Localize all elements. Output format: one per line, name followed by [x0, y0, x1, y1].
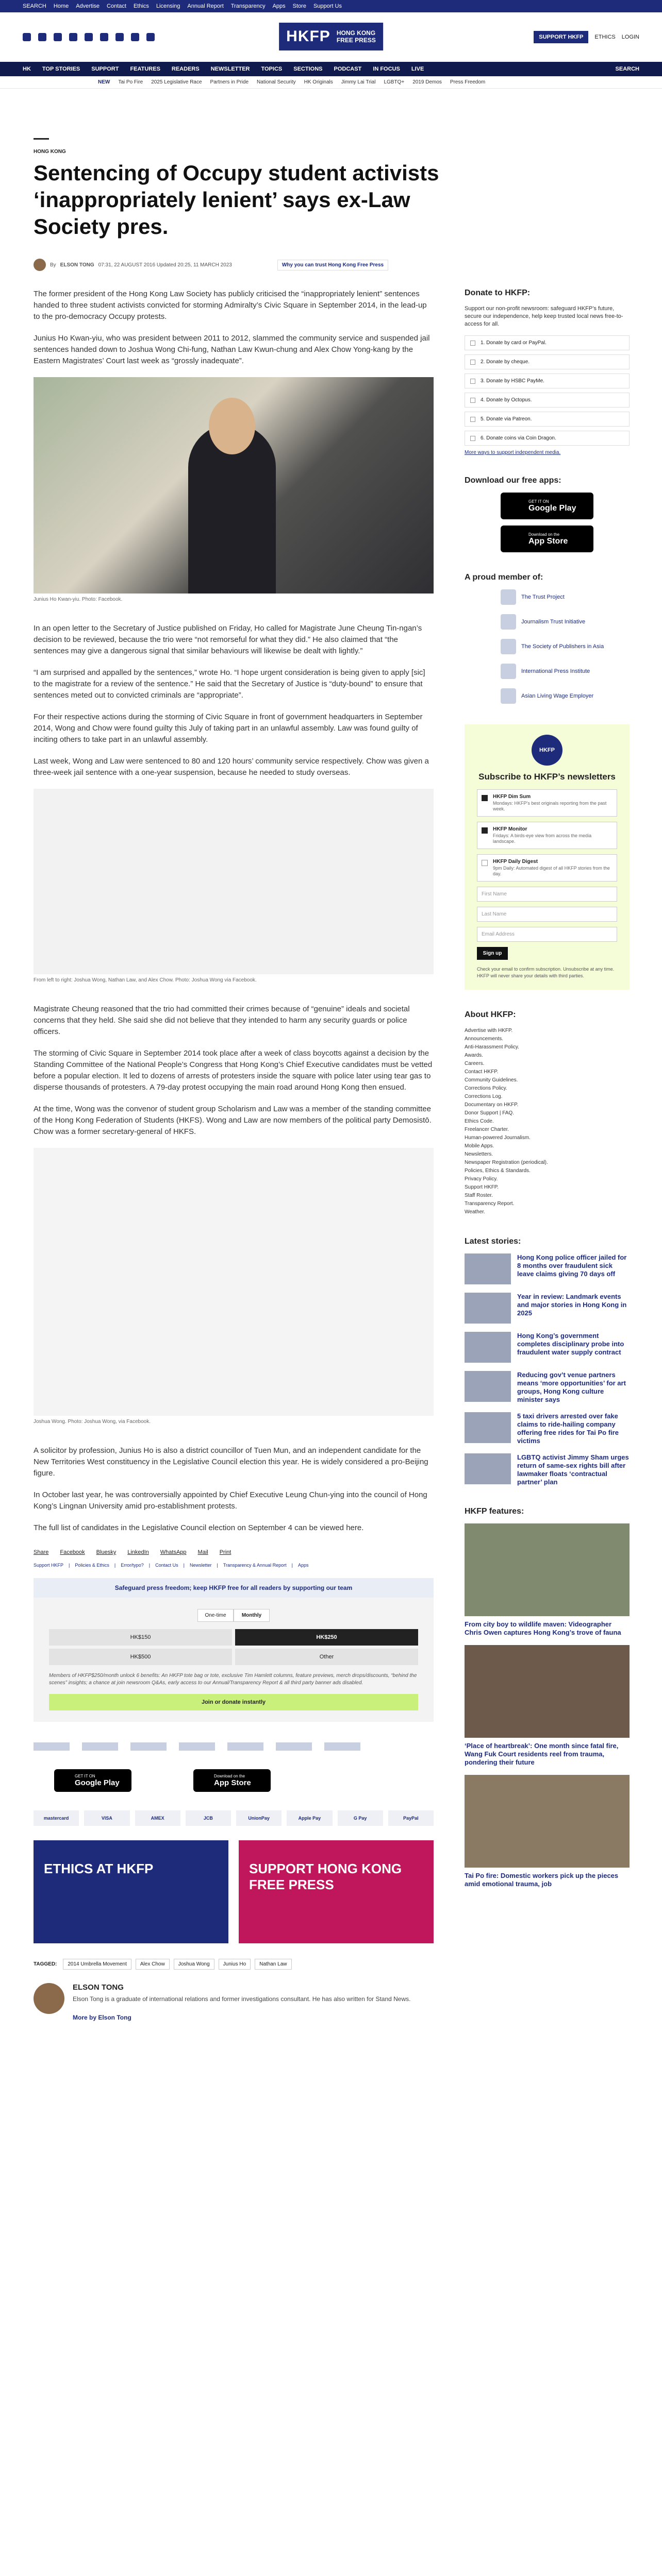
payment-icon: VISA: [84, 1810, 129, 1826]
member-badges-row: [34, 1742, 434, 1751]
caption: From left to right: Joshua Wong, Nathan Law, and Alex Chow. Photo: Joshua Wong via Facebook.: [34, 977, 257, 983]
member-benefits-note: Members of HKFP$250/month unlock 6 benefits: An HKFP tote bag or tote, exclusive Tim Hamlett columns, feature previews, merch drops/discounts, “behind the scenes” insights; a chance at join newsroom Q&As, early access to our Annual/Transparency Report & all third party banner ads disabled.: [49, 1673, 417, 1686]
about-link[interactable]: Newspaper Registration (periodical).: [465, 1160, 548, 1165]
author-box: [34, 1983, 434, 2032]
member-panel: [465, 573, 630, 704]
amount-option[interactable]: HK$500: [49, 1649, 232, 1665]
site-logo[interactable]: [279, 23, 383, 50]
mini-link[interactable]: Support HKFP: [34, 1563, 64, 1568]
paragraph: The storming of Civic Square in September 2014 took place after a week of class boycotts against a decision by the Standing Committee of the National People’s Congress that Hong Kong’s Chief Executive candidates must be vetted before a popular election. It led to dozens of arrests of protesters inside the square with police later using tear gas to disperse thousands of protesters. A 79-day protest occupying the main road around Hong Kong then ensued.: [34, 1049, 433, 1092]
promo-row: [34, 1840, 434, 1943]
feature-item[interactable]: [465, 1645, 630, 1767]
nav-search[interactable]: SEARCH: [615, 66, 639, 72]
feature-image: [465, 1645, 630, 1738]
sidebar-heading: Download our free apps:: [465, 476, 561, 485]
subnav-item[interactable]: National Security: [257, 79, 296, 85]
subnav-item[interactable]: Jimmy Lai Trial: [341, 79, 376, 85]
payment-icon: AMEX: [135, 1810, 180, 1826]
utility-link[interactable]: Home: [53, 3, 69, 9]
newsletter-option[interactable]: HKFP Daily Digest 9pm Daily: Automated digest of all HKFP stories from the day.: [477, 854, 617, 882]
share-linkedin[interactable]: LinkedIn: [127, 1549, 149, 1555]
author-more-link[interactable]: More by Elson Tong: [73, 2014, 131, 2021]
feature-image: [465, 1775, 630, 1868]
article-title: Sentencing of Occupy student activists ‘inappropriately lenient’ says ex-Law Society pres.: [34, 161, 439, 239]
support-button[interactable]: SUPPORT HKFP: [534, 31, 588, 43]
nav-item[interactable]: TOP STORIES: [42, 66, 80, 72]
newsletter-option[interactable]: HKFP Dim Sum Mondays: HKFP’s best originals reporting from the past week.: [477, 789, 617, 817]
about-link[interactable]: Community Guidelines.: [465, 1077, 518, 1083]
story-item[interactable]: [465, 1332, 630, 1363]
tag[interactable]: 2014 Umbrella Movement: [63, 1959, 131, 1970]
app-store-button[interactable]: Download on the App Store: [193, 1769, 271, 1792]
nav-item[interactable]: LIVE: [411, 66, 424, 72]
figure-trio: [34, 789, 434, 983]
share-print[interactable]: Print: [219, 1549, 231, 1555]
subnav-item[interactable]: Press Freedom: [450, 79, 486, 85]
figure-joshua-wong: [34, 1148, 434, 1425]
badge-logo: [34, 1742, 70, 1751]
utility-link[interactable]: Store: [292, 3, 306, 9]
google-play-button[interactable]: GET IT ON Google Play: [54, 1769, 131, 1792]
social-icons: [23, 33, 155, 41]
join-donate-button[interactable]: Join or donate instantly: [49, 1694, 418, 1710]
nav-item[interactable]: READERS: [171, 66, 200, 72]
newsletter-panel: [465, 724, 630, 990]
donate-option[interactable]: 4. Donate by Octopus.: [465, 393, 630, 408]
story-item[interactable]: [465, 1453, 630, 1486]
payment-icon: JCB: [186, 1810, 231, 1826]
story-thumbnail: [465, 1293, 511, 1324]
about-link[interactable]: Transparency Report.: [465, 1201, 515, 1207]
about-link[interactable]: Human-powered Journalism.: [465, 1135, 531, 1141]
payment-icon: UnionPay: [236, 1810, 282, 1826]
amount-options: [49, 1629, 418, 1665]
feature-headline[interactable]: Tai Po fire: Domestic workers pick up the pieces amid emotional trauma, job: [465, 1872, 619, 1888]
paragraph: In October last year, he was controversially appointed by Chief Executive Leung Chun-ying into the council of Hong Kong’s Lingnan University amid pro-establishment protests.: [34, 1490, 427, 1511]
author-avatar: [34, 259, 46, 271]
about-link[interactable]: Privacy Policy.: [465, 1176, 498, 1182]
promo-ethics[interactable]: ETHICS AT HKFP: [34, 1840, 228, 1943]
about-link[interactable]: Newsletters.: [465, 1151, 493, 1157]
nav-item[interactable]: TOPICS: [261, 66, 283, 72]
donate-option[interactable]: 5. Donate via Patreon.: [465, 412, 630, 427]
author-box-name[interactable]: ELSON TONG: [73, 1983, 124, 1992]
sidebar-heading: HKFP features:: [465, 1507, 524, 1516]
paragraph: “I am surprised and appalled by the sentences,” wrote Ho. “I hope urgent consideration is being given to apply [sic] to the magistrate for a review of the sentence.” He said that the Secretary of Justice is “duty-bound” to ensure that sentences meted out to convicted criminals are “appropriate”.: [34, 668, 425, 700]
sidebar-heading: A proud member of:: [465, 573, 543, 582]
app-download-row: [34, 1769, 434, 1792]
figure-junius-ho: [34, 377, 434, 602]
paragraph: In an open letter to the Secretary of Justice published on Friday, Ho called for Magistrate June Cheung Tin-ngan’s decision to be reviewed, because the trio were “not remorseful for what they did.” He also claimed that “the sentences may give a dangerous signal that similar behaviours will likewise be dealt with lightly.”: [34, 624, 422, 655]
story-headline[interactable]: Year in review: Landmark events and major stories in Hong Kong in 2025: [517, 1293, 627, 1317]
paragraph: At the time, Wong was the convenor of student group Scholarism and Law was a member of the standing committee of the Hong Kong Federation of Students (HKFS). Wong and Law are now members of the political party Demosistō. Chow was a former secretary-general of HKFS.: [34, 1105, 432, 1136]
about-link[interactable]: Corrections Log.: [465, 1094, 503, 1099]
kicker-divider: [34, 138, 49, 140]
about-link[interactable]: Ethics Code.: [465, 1118, 494, 1124]
amount-option-selected[interactable]: HK$250: [235, 1629, 418, 1646]
app-store-button[interactable]: Download on the App Store: [501, 526, 593, 552]
story-thumbnail: [465, 1412, 511, 1443]
latest-stories-panel: [465, 1237, 630, 1486]
about-link[interactable]: Freelancer Charter.: [465, 1127, 509, 1132]
tag[interactable]: Alex Chow: [136, 1959, 170, 1970]
utility-search[interactable]: SEARCH: [23, 3, 46, 9]
mini-link[interactable]: Transparency & Annual Report: [223, 1563, 287, 1568]
newsletter-note: Check your email to confirm subscription. Unsubscribe at any time. HKFP will never share your details with third parties.: [477, 967, 615, 978]
paragraph: The full list of candidates in the Legislative Council election on September 4 can be viewed here.: [34, 1523, 364, 1532]
about-link[interactable]: Staff Roster.: [465, 1193, 493, 1198]
paragraph: Junius Ho Kwan-yiu, who was president between 2011 to 2012, slammed the community service and suspended jail sentences handed down to Joshua Wong Chi-fung, Nathan Law Kwun-chung and Alex Chow Yong-kang by the Eastern Magistrates’ Court last week as “grossly inadequate”.: [34, 334, 430, 365]
article-header: [0, 138, 662, 271]
badge-logo: [130, 1742, 167, 1751]
mini-link[interactable]: Contact Us: [155, 1563, 178, 1568]
subnav-item[interactable]: LGBTQ+: [384, 79, 405, 85]
story-thumbnail: [465, 1332, 511, 1363]
payment-icon: PayPal: [388, 1810, 434, 1826]
nav-item[interactable]: SUPPORT: [91, 66, 119, 72]
share-facebook[interactable]: Facebook: [60, 1549, 85, 1555]
story-headline[interactable]: Reducing gov’t venue partners means ‘more opportunities’ for art groups, Hong Kong culture minister says: [517, 1371, 626, 1403]
member-org[interactable]: The Trust Project: [465, 589, 630, 605]
feature-headline[interactable]: ‘Place of heartbreak’: One month since fatal fire, Wang Fuk Court residents reel from trauma, pondering their future: [465, 1742, 619, 1766]
payment-icon: Apple Pay: [287, 1810, 332, 1826]
toggle-monthly[interactable]: Monthly: [234, 1609, 270, 1622]
amount-option[interactable]: Other: [235, 1649, 418, 1665]
about-link[interactable]: Careers.: [465, 1061, 485, 1066]
about-link[interactable]: Mobile Apps.: [465, 1143, 494, 1149]
author-name[interactable]: ELSON TONG: [60, 262, 94, 268]
story-thumbnail: [465, 1371, 511, 1402]
share-bluesky[interactable]: Bluesky: [96, 1549, 117, 1555]
payment-icon: G Pay: [338, 1810, 383, 1826]
apps-panel: [465, 476, 630, 552]
safeguard-banner: Safeguard press freedom; keep HKFP free for all readers by supporting our team: [34, 1578, 434, 1598]
subnav-item[interactable]: HK Originals: [304, 79, 333, 85]
story-item[interactable]: [465, 1412, 630, 1445]
newsletter-title: Subscribe to HKFP’s newsletters: [478, 772, 616, 782]
utility-link[interactable]: Apps: [272, 3, 286, 9]
nav-item[interactable]: NEWSLETTER: [210, 66, 250, 72]
whatsapp-icon[interactable]: [131, 33, 139, 41]
member-org[interactable]: International Press Institute: [465, 664, 630, 679]
photo-joshua-wong: [34, 1148, 434, 1416]
email-input[interactable]: Email Address: [477, 927, 617, 942]
utility-link[interactable]: Support Us: [313, 3, 342, 9]
byline: [34, 259, 628, 271]
toggle-one-time[interactable]: One-time: [197, 1609, 234, 1622]
sidebar-heading: About HKFP:: [465, 1010, 516, 1019]
about-link[interactable]: Anti-Harassment Policy.: [465, 1044, 519, 1050]
badge-logo: [179, 1742, 215, 1751]
about-link[interactable]: Awards.: [465, 1053, 483, 1058]
tag[interactable]: Nathan Law: [255, 1959, 291, 1970]
mini-link[interactable]: Apps: [297, 1563, 309, 1568]
donate-widget: [34, 1598, 434, 1722]
about-link[interactable]: Policies, Ethics & Standards.: [465, 1168, 531, 1174]
feature-item[interactable]: [465, 1775, 630, 1888]
subnav-item[interactable]: 2019 Demos: [412, 79, 442, 85]
story-thumbnail: [465, 1453, 511, 1484]
donate-intro: Support our non-profit newsroom: safeguard HKFP’s future, secure our independence, help keep trusted local news free-to-access for all.: [465, 306, 623, 327]
payment-icon: mastercard: [34, 1810, 79, 1826]
newsletter-option[interactable]: HKFP Monitor Fridays: A birds-eye view from across the media landscape.: [477, 822, 617, 849]
mail-icon[interactable]: [115, 33, 124, 41]
tags-row: [34, 1959, 434, 1970]
feature-headline[interactable]: From city boy to wildlife maven: Videographer Chris Owen captures Hong Kong’s trove of fauna: [465, 1620, 621, 1636]
caption: Joshua Wong. Photo: Joshua Wong, via Facebook.: [34, 1419, 151, 1425]
subnav-item[interactable]: Tai Po Fire: [118, 79, 143, 85]
mini-link[interactable]: Newsletter: [190, 1563, 212, 1568]
story-thumbnail: [465, 1253, 511, 1284]
utility-link[interactable]: Advertise: [76, 3, 100, 9]
sidebar-heading: Latest stories:: [465, 1237, 521, 1246]
tag[interactable]: Junius Ho: [219, 1959, 251, 1970]
paragraph: A solicitor by profession, Junius Ho is also a district councillor of Tuen Mun, and an independent candidate for the New Territories West constituency in the Legislative Council election this year. He is widely considered a pro-Beijing figure.: [34, 1446, 428, 1478]
last-name-input[interactable]: Last Name: [477, 907, 617, 922]
about-link[interactable]: Corrections Policy.: [465, 1086, 507, 1091]
subnav-item[interactable]: Partners in Pride: [210, 79, 249, 85]
donate-option[interactable]: 2. Donate by cheque.: [465, 354, 630, 369]
donate-option[interactable]: 1. Donate by card or PayPal.: [465, 335, 630, 350]
story-headline[interactable]: Hong Kong police officer jailed for 8 months over fraudulent sick leave claims giving 70 days off: [517, 1253, 627, 1278]
story-item[interactable]: [465, 1371, 630, 1404]
share-bar: [34, 1549, 434, 1555]
promo-support[interactable]: SUPPORT HONG KONG FREE PRESS: [239, 1840, 434, 1943]
sidebar-heading: Donate to HKFP:: [465, 289, 531, 297]
nav-item[interactable]: IN FOCUS: [373, 66, 400, 72]
author-avatar: [34, 1983, 64, 2014]
new-badge: NEW: [98, 79, 110, 85]
story-item[interactable]: [465, 1293, 630, 1324]
hkfp-logo-badge: HKFP: [532, 735, 562, 766]
first-name-input[interactable]: First Name: [477, 887, 617, 902]
article-category[interactable]: HONG KONG: [34, 149, 66, 155]
bluesky-icon[interactable]: [38, 33, 46, 41]
instagram-icon[interactable]: [54, 33, 62, 41]
payment-methods: [34, 1810, 434, 1826]
utility-link[interactable]: Licensing: [156, 3, 180, 9]
badge-logo: [82, 1742, 118, 1751]
google-play-button[interactable]: GET IT ON Google Play: [501, 493, 593, 519]
about-list: [465, 1027, 630, 1216]
photo-subject-face: [209, 398, 255, 454]
paragraph: For their respective actions during the storming of Civic Square in front of government headquarters in September 2014, Wong and Chow were found guilty this July of taking part in an unlawful assembly. Law was found guilty of inciting others to take part in an unlawful assembly.: [34, 713, 423, 744]
share-label[interactable]: Share: [34, 1549, 49, 1555]
tags-label: TAGGED:: [34, 1961, 57, 1967]
ethics-link[interactable]: ETHICS: [594, 34, 616, 40]
about-link[interactable]: Donor Support | FAQ.: [465, 1110, 514, 1116]
features-panel: [465, 1507, 630, 1888]
utility-bar: [0, 0, 662, 12]
utility-link[interactable]: Ethics: [133, 3, 149, 9]
nav-item[interactable]: PODCAST: [334, 66, 362, 72]
more-ways-link[interactable]: More ways to support independent media.: [465, 450, 561, 455]
photo-junius-ho: [34, 377, 434, 594]
article-body: [34, 289, 434, 2032]
subnav-item[interactable]: 2025 Legislative Race: [151, 79, 202, 85]
story-headline[interactable]: LGBTQ activist Jimmy Sham urges return of same-sex rights bill after lawmaker floats ‘contractual partner’ plan: [517, 1453, 629, 1486]
footer-mini-links: Support HKFP | Policies & Ethics | Error/typo? | Contact Us | Newsletter | Transparency & Annual Report | Apps: [34, 1563, 309, 1568]
donate-option[interactable]: 6. Donate coins via Coin Dragon.: [465, 431, 630, 446]
site-header: [0, 12, 662, 62]
article-dates: 07:31, 22 AUGUST 2016 Updated 20:25, 11 MARCH 2023: [98, 262, 232, 268]
main-nav: [0, 62, 662, 76]
logo-text: HKFP: [286, 28, 330, 45]
member-org[interactable]: Journalism Trust Initiative: [465, 614, 630, 630]
caption: Junius Ho Kwan-yiu. Photo: Facebook.: [34, 597, 123, 602]
photo-trio: [34, 789, 434, 974]
facebook-icon[interactable]: [23, 33, 31, 41]
feature-image: [465, 1523, 630, 1616]
sidebar: [465, 289, 630, 2032]
frequency-toggle: [197, 1609, 270, 1622]
donate-panel: [465, 289, 630, 455]
linkedin-icon[interactable]: [100, 33, 108, 41]
utility-link[interactable]: Transparency: [230, 3, 266, 9]
nav-item[interactable]: HK: [23, 66, 31, 72]
paragraph: Last week, Wong and Law were sentenced to 80 and 120 hours’ community service respectively. Chow was given a three-week jail sentence with a one-year suspension, because he needed to study overseas.: [34, 757, 429, 777]
mini-link[interactable]: Policies & Ethics: [75, 1563, 109, 1568]
about-link[interactable]: Advertise with HKFP.: [465, 1028, 513, 1033]
about-panel: [465, 1010, 630, 1216]
login-link[interactable]: LOGIN: [621, 34, 639, 40]
mini-link[interactable]: Error/typo?: [121, 1563, 144, 1568]
about-link[interactable]: Announcements.: [465, 1036, 504, 1042]
paragraph: The former president of the Hong Kong Law Society has publicly criticised the “inappropriately lenient” sentences handed to three student activists convicted for storming Admiralty’s Civic Square in September 2014, in the lead-up to the pro-democracy Occupy protests.: [34, 290, 427, 321]
badge-logo: [324, 1742, 360, 1751]
signup-button[interactable]: Sign up: [477, 947, 508, 960]
amount-option[interactable]: HK$150: [49, 1629, 232, 1646]
share-mail[interactable]: Mail: [197, 1549, 208, 1555]
about-link[interactable]: Weather.: [465, 1209, 485, 1215]
member-org[interactable]: Asian Living Wage Employer: [465, 688, 630, 704]
story-headline[interactable]: 5 taxi drivers arrested over fake claims to ride-hailing company offering free rides for Tai Po fire victims: [517, 1412, 619, 1445]
about-link[interactable]: Documentary on HKFP.: [465, 1102, 519, 1108]
member-org[interactable]: The Society of Publishers in Asia: [465, 639, 630, 654]
author-bio: Elson Tong is a graduate of international relations and former investigations consultant. He has also written for Stand News.: [73, 1995, 411, 2003]
utility-link[interactable]: Contact: [107, 3, 126, 9]
feature-item[interactable]: [465, 1523, 630, 1637]
story-item[interactable]: [465, 1253, 630, 1284]
about-link[interactable]: Support HKFP.: [465, 1184, 499, 1190]
story-headline[interactable]: Hong Kong’s government completes disciplinary probe into fraudulent water supply contract: [517, 1332, 624, 1356]
tag[interactable]: Joshua Wong: [174, 1959, 214, 1970]
donate-option[interactable]: 3. Donate by HSBC PayMe.: [465, 374, 630, 388]
utility-link[interactable]: Annual Report: [187, 3, 224, 9]
byline-prefix: By: [50, 262, 56, 268]
youtube-icon[interactable]: [85, 33, 93, 41]
nav-item[interactable]: SECTIONS: [293, 66, 323, 72]
badge-logo: [276, 1742, 312, 1751]
trust-link[interactable]: Why you can trust Hong Kong Free Press: [277, 260, 388, 270]
share-whatsapp[interactable]: WhatsApp: [160, 1549, 187, 1555]
badge-logo: [227, 1742, 263, 1751]
threads-icon[interactable]: [69, 33, 77, 41]
about-link[interactable]: Contact HKFP.: [465, 1069, 499, 1075]
nav-item[interactable]: FEATURES: [130, 66, 160, 72]
telegram-icon[interactable]: [146, 33, 155, 41]
paragraph: Magistrate Cheung reasoned that the trio had committed their crimes because of “genuine” ideals and societal concerns that they held. She said she did not believe that they intended to harm any security guards or police officers.: [34, 1005, 410, 1036]
sub-nav: [0, 76, 662, 89]
logo-subtext: HONG KONG FREE PRESS: [336, 29, 376, 44]
